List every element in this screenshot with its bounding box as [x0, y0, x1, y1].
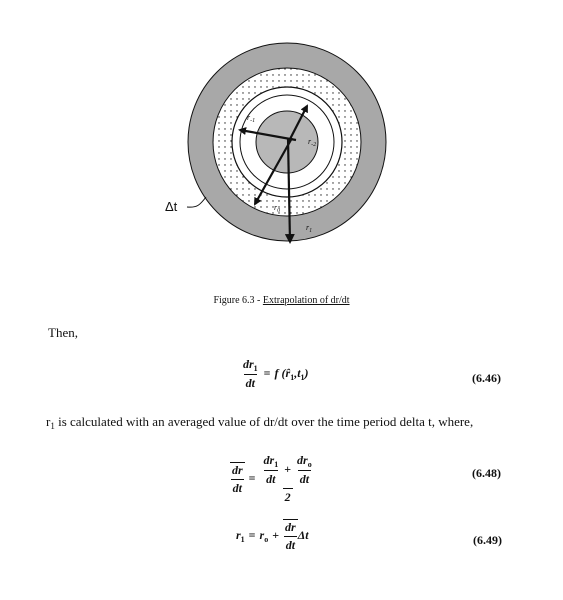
eq648-frac1: $\frac{dr_1}{dt}$ [263, 453, 279, 486]
equation-number-6-46: (6.46) [472, 371, 501, 385]
paragraph-r1-averaged: $r_1$ is calculated with an averaged value of dr/dt over the time period delta t, where, [46, 414, 474, 431]
extrapolation-figure [0, 0, 563, 260]
eq648-frac2: $\frac{dr_o}{dt}$ [297, 453, 312, 486]
label-r-minus-1: $r_{-1}$ [247, 113, 256, 124]
then-text: Then, [48, 325, 78, 340]
equation-number-6-49: (6.49) [473, 533, 502, 547]
equation-6-48: $\frac{dr}{dt}$ = $\frac{dr_1}{dt}$ + $\frac{dr_o}{dt}$ 2 [230, 453, 316, 505]
eq648-lhs-fraction: $\frac{dr}{dt}$ [232, 463, 243, 495]
equation-6-49: $r_1 = r_o$ + $\frac{dr}{dt}$ Δt [236, 520, 309, 552]
equation-6-46: $\frac{dr_1}{dt}$ = f $(r̂_1,t_1)$ [243, 357, 309, 390]
figure-caption [0, 295, 563, 306]
delta-t-pointer-icon [187, 197, 206, 207]
label-r-0: $r_0$ [274, 203, 281, 214]
label-delta-t: Δt [165, 199, 178, 214]
eq646-lhs-fraction: $\frac{dr_1}{dt}$ [243, 357, 258, 390]
eq648-rhs-fraction: $\frac{dr_1}{dt}$ + $\frac{dr_o}{dt}$ 2 [263, 453, 312, 504]
caption-title: Extrapolation of dr/dt [262, 295, 350, 306]
equation-number-6-48: (6.48) [472, 466, 501, 480]
caption-prefix: Figure 6.3 - [213, 295, 263, 306]
eq649-fraction: $\frac{dr}{dt}$ [285, 520, 296, 552]
label-r-minus-2: $r_{-2}$ [308, 137, 317, 148]
label-r-1: $r_1$ [306, 223, 313, 234]
